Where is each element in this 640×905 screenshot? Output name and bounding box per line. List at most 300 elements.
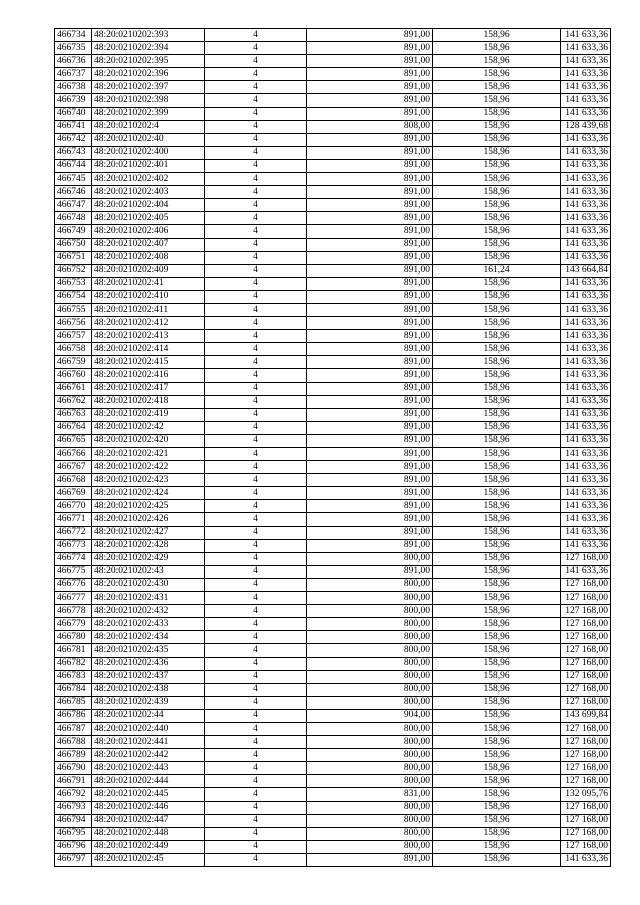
- area-cell: 891,00: [307, 303, 433, 316]
- cadastral-value-cell: 141 633,36: [561, 277, 611, 290]
- group-cell: 4: [205, 500, 307, 513]
- cadastral-value-cell: 141 633,36: [561, 212, 611, 225]
- group-cell: 4: [205, 343, 307, 356]
- cadastral-value-cell: 141 633,36: [561, 565, 611, 578]
- cadastral-value-cell: 141 633,36: [561, 251, 611, 264]
- cadastral-number-cell: 48:20:0210202:414: [92, 343, 205, 356]
- cadastral-number-cell: 48:20:0210202:395: [92, 55, 205, 68]
- cadastral-value-cell: 141 633,36: [561, 173, 611, 186]
- group-cell: 4: [205, 290, 307, 303]
- cadastral-number-cell: 48:20:0210202:43: [92, 565, 205, 578]
- group-cell: 4: [205, 775, 307, 788]
- table-row: [55, 618, 611, 631]
- row-id-cell: 466767: [55, 461, 92, 474]
- group-cell: 4: [205, 120, 307, 133]
- table-row: [55, 775, 611, 788]
- group-cell: 4: [205, 487, 307, 500]
- cadastral-number-cell: 48:20:0210202:413: [92, 330, 205, 343]
- table-row: [55, 526, 611, 539]
- specific-value-cell: 158,96: [433, 238, 561, 251]
- cadastral-value-cell: 127 168,00: [561, 722, 611, 735]
- row-id-cell: 466757: [55, 330, 92, 343]
- cadastral-value-cell: 141 633,36: [561, 369, 611, 382]
- group-cell: 4: [205, 853, 307, 866]
- row-id-cell: 466750: [55, 238, 92, 251]
- specific-value-cell: 158,96: [433, 29, 561, 42]
- specific-value-cell: 158,96: [433, 107, 561, 120]
- cadastral-number-cell: 48:20:0210202:406: [92, 225, 205, 238]
- table-row: [55, 303, 611, 316]
- row-id-cell: 466752: [55, 264, 92, 277]
- specific-value-cell: 158,96: [433, 382, 561, 395]
- row-id-cell: 466758: [55, 343, 92, 356]
- group-cell: 4: [205, 644, 307, 657]
- cadastral-value-cell: 141 633,36: [561, 421, 611, 434]
- specific-value-cell: 158,96: [433, 317, 561, 330]
- cadastral-number-cell: 48:20:0210202:396: [92, 68, 205, 81]
- group-cell: 4: [205, 762, 307, 775]
- specific-value-cell: 158,96: [433, 709, 561, 722]
- group-cell: 4: [205, 814, 307, 827]
- cadastral-number-cell: 48:20:0210202:418: [92, 395, 205, 408]
- specific-value-cell: 158,96: [433, 500, 561, 513]
- cadastral-number-cell: 48:20:0210202:401: [92, 159, 205, 172]
- area-cell: 891,00: [307, 421, 433, 434]
- row-id-cell: 466795: [55, 827, 92, 840]
- specific-value-cell: 158,96: [433, 565, 561, 578]
- cadastral-number-cell: 48:20:0210202:438: [92, 683, 205, 696]
- cadastral-value-cell: 127 168,00: [561, 801, 611, 814]
- group-cell: 4: [205, 107, 307, 120]
- area-cell: 800,00: [307, 578, 433, 591]
- specific-value-cell: 158,96: [433, 133, 561, 146]
- table-row: [55, 801, 611, 814]
- row-id-cell: 466779: [55, 618, 92, 631]
- cadastral-number-cell: 48:20:0210202:397: [92, 81, 205, 94]
- table-row: [55, 159, 611, 172]
- table-row: [55, 788, 611, 801]
- cadastral-value-cell: 143 664,84: [561, 264, 611, 277]
- row-id-cell: 466755: [55, 303, 92, 316]
- row-id-cell: 466741: [55, 120, 92, 133]
- row-id-cell: 466734: [55, 29, 92, 42]
- area-cell: 808,00: [307, 120, 433, 133]
- group-cell: 4: [205, 173, 307, 186]
- row-id-cell: 466774: [55, 552, 92, 565]
- area-cell: 800,00: [307, 670, 433, 683]
- specific-value-cell: 158,96: [433, 81, 561, 94]
- cadastral-number-cell: 48:20:0210202:440: [92, 722, 205, 735]
- row-id-cell: 466786: [55, 709, 92, 722]
- cadastral-value-cell: 141 633,36: [561, 461, 611, 474]
- table-row: [55, 592, 611, 605]
- cadastral-number-cell: 48:20:0210202:437: [92, 670, 205, 683]
- table-row: [55, 696, 611, 709]
- area-cell: 891,00: [307, 42, 433, 55]
- cadastral-value-cell: 127 168,00: [561, 762, 611, 775]
- area-cell: 891,00: [307, 251, 433, 264]
- cadastral-number-cell: 48:20:0210202:444: [92, 775, 205, 788]
- table-body: [55, 29, 611, 867]
- cadastral-number-cell: 48:20:0210202:45: [92, 853, 205, 866]
- area-cell: 891,00: [307, 173, 433, 186]
- row-id-cell: 466765: [55, 434, 92, 447]
- cadastral-value-cell: 141 633,36: [561, 42, 611, 55]
- cadastral-number-cell: 48:20:0210202:393: [92, 29, 205, 42]
- specific-value-cell: 158,96: [433, 303, 561, 316]
- area-cell: 891,00: [307, 382, 433, 395]
- specific-value-cell: 158,96: [433, 251, 561, 264]
- table-row: [55, 448, 611, 461]
- group-cell: 4: [205, 474, 307, 487]
- area-cell: 891,00: [307, 565, 433, 578]
- area-cell: 800,00: [307, 827, 433, 840]
- row-id-cell: 466788: [55, 736, 92, 749]
- group-cell: 4: [205, 421, 307, 434]
- cadastral-value-cell: 127 168,00: [561, 670, 611, 683]
- cadastral-number-cell: 48:20:0210202:42: [92, 421, 205, 434]
- cadastral-value-cell: 141 633,36: [561, 159, 611, 172]
- group-cell: 4: [205, 565, 307, 578]
- area-cell: 800,00: [307, 552, 433, 565]
- cadastral-number-cell: 48:20:0210202:442: [92, 749, 205, 762]
- table-row: [55, 578, 611, 591]
- row-id-cell: 466762: [55, 395, 92, 408]
- cadastral-value-cell: 141 633,36: [561, 434, 611, 447]
- cadastral-number-cell: 48:20:0210202:410: [92, 290, 205, 303]
- row-id-cell: 466773: [55, 539, 92, 552]
- row-id-cell: 466761: [55, 382, 92, 395]
- cadastral-value-cell: 143 699,84: [561, 709, 611, 722]
- group-cell: 4: [205, 827, 307, 840]
- row-id-cell: 466747: [55, 199, 92, 212]
- specific-value-cell: 158,96: [433, 592, 561, 605]
- specific-value-cell: 158,96: [433, 657, 561, 670]
- group-cell: 4: [205, 788, 307, 801]
- specific-value-cell: 158,96: [433, 801, 561, 814]
- table-row: [55, 722, 611, 735]
- row-id-cell: 466742: [55, 133, 92, 146]
- cadastral-number-cell: 48:20:0210202:411: [92, 303, 205, 316]
- cadastral-value-cell: 141 633,36: [561, 29, 611, 42]
- table-row: [55, 277, 611, 290]
- cadastral-number-cell: 48:20:0210202:41: [92, 277, 205, 290]
- area-cell: 891,00: [307, 500, 433, 513]
- row-id-cell: 466756: [55, 317, 92, 330]
- cadastral-value-cell: 127 168,00: [561, 657, 611, 670]
- cadastral-number-cell: 48:20:0210202:445: [92, 788, 205, 801]
- cadastral-number-cell: 48:20:0210202:424: [92, 487, 205, 500]
- cadastral-value-cell: 141 633,36: [561, 81, 611, 94]
- group-cell: 4: [205, 434, 307, 447]
- table-row: [55, 670, 611, 683]
- cadastral-value-cell: 141 633,36: [561, 330, 611, 343]
- cadastral-number-cell: 48:20:0210202:441: [92, 736, 205, 749]
- cadastral-number-cell: 48:20:0210202:402: [92, 173, 205, 186]
- cadastral-number-cell: 48:20:0210202:412: [92, 317, 205, 330]
- cadastral-value-cell: 141 633,36: [561, 474, 611, 487]
- specific-value-cell: 158,96: [433, 696, 561, 709]
- area-cell: 800,00: [307, 814, 433, 827]
- cadastral-number-cell: 48:20:0210202:420: [92, 434, 205, 447]
- area-cell: 891,00: [307, 68, 433, 81]
- group-cell: 4: [205, 330, 307, 343]
- row-id-cell: 466763: [55, 408, 92, 421]
- cadastral-number-cell: 48:20:0210202:430: [92, 578, 205, 591]
- specific-value-cell: 158,96: [433, 683, 561, 696]
- area-cell: 800,00: [307, 749, 433, 762]
- cadastral-value-cell: 132 095,76: [561, 788, 611, 801]
- group-cell: 4: [205, 618, 307, 631]
- area-cell: 891,00: [307, 159, 433, 172]
- area-cell: 891,00: [307, 474, 433, 487]
- group-cell: 4: [205, 552, 307, 565]
- cadastral-value-cell: 141 633,36: [561, 382, 611, 395]
- specific-value-cell: 158,96: [433, 199, 561, 212]
- cadastral-value-cell: 141 633,36: [561, 408, 611, 421]
- cadastral-number-cell: 48:20:0210202:394: [92, 42, 205, 55]
- cadastral-number-cell: 48:20:0210202:407: [92, 238, 205, 251]
- specific-value-cell: 158,96: [433, 762, 561, 775]
- area-cell: 891,00: [307, 395, 433, 408]
- row-id-cell: 466783: [55, 670, 92, 683]
- specific-value-cell: 158,96: [433, 408, 561, 421]
- specific-value-cell: 158,96: [433, 146, 561, 159]
- group-cell: 4: [205, 81, 307, 94]
- group-cell: 4: [205, 722, 307, 735]
- specific-value-cell: 158,96: [433, 526, 561, 539]
- cadastral-number-cell: 48:20:0210202:432: [92, 605, 205, 618]
- specific-value-cell: 158,96: [433, 369, 561, 382]
- table-row: [55, 657, 611, 670]
- cadastral-value-cell: 141 633,36: [561, 500, 611, 513]
- cadastral-value-cell: 127 168,00: [561, 696, 611, 709]
- specific-value-cell: 158,96: [433, 434, 561, 447]
- group-cell: 4: [205, 592, 307, 605]
- cadastral-value-cell: 127 168,00: [561, 592, 611, 605]
- cadastral-number-cell: 48:20:0210202:415: [92, 356, 205, 369]
- area-cell: 891,00: [307, 330, 433, 343]
- cadastral-value-cell: 127 168,00: [561, 749, 611, 762]
- group-cell: 4: [205, 382, 307, 395]
- group-cell: 4: [205, 159, 307, 172]
- cadastral-value-cell: 141 633,36: [561, 526, 611, 539]
- cadastral-number-cell: 48:20:0210202:423: [92, 474, 205, 487]
- specific-value-cell: 158,96: [433, 448, 561, 461]
- area-cell: 800,00: [307, 683, 433, 696]
- cadastral-value-cell: 127 168,00: [561, 578, 611, 591]
- cadastral-number-cell: 48:20:0210202:399: [92, 107, 205, 120]
- table-row: [55, 736, 611, 749]
- table-row: [55, 408, 611, 421]
- cadastral-number-cell: 48:20:0210202:436: [92, 657, 205, 670]
- row-id-cell: 466740: [55, 107, 92, 120]
- specific-value-cell: 158,96: [433, 55, 561, 68]
- row-id-cell: 466770: [55, 500, 92, 513]
- group-cell: 4: [205, 238, 307, 251]
- area-cell: 891,00: [307, 186, 433, 199]
- row-id-cell: 466782: [55, 657, 92, 670]
- cadastral-number-cell: 48:20:0210202:405: [92, 212, 205, 225]
- specific-value-cell: 158,96: [433, 212, 561, 225]
- area-cell: 891,00: [307, 853, 433, 866]
- row-id-cell: 466769: [55, 487, 92, 500]
- cadastral-number-cell: 48:20:0210202:403: [92, 186, 205, 199]
- cadastral-value-cell: 127 168,00: [561, 644, 611, 657]
- row-id-cell: 466796: [55, 840, 92, 853]
- row-id-cell: 466759: [55, 356, 92, 369]
- cadastral-number-cell: 48:20:0210202:448: [92, 827, 205, 840]
- cadastral-number-cell: 48:20:0210202:447: [92, 814, 205, 827]
- cadastral-number-cell: 48:20:0210202:398: [92, 94, 205, 107]
- cadastral-value-cell: 127 168,00: [561, 736, 611, 749]
- group-cell: 4: [205, 212, 307, 225]
- specific-value-cell: 158,96: [433, 225, 561, 238]
- table-row: [55, 251, 611, 264]
- area-cell: 800,00: [307, 657, 433, 670]
- table-row: [55, 382, 611, 395]
- cadastral-value-cell: 127 168,00: [561, 827, 611, 840]
- specific-value-cell: 158,96: [433, 605, 561, 618]
- group-cell: 4: [205, 356, 307, 369]
- row-id-cell: 466781: [55, 644, 92, 657]
- row-id-cell: 466748: [55, 212, 92, 225]
- area-cell: 800,00: [307, 605, 433, 618]
- table-row: [55, 369, 611, 382]
- table-row: [55, 81, 611, 94]
- group-cell: 4: [205, 29, 307, 42]
- row-id-cell: 466744: [55, 159, 92, 172]
- table-row: [55, 42, 611, 55]
- row-id-cell: 466751: [55, 251, 92, 264]
- group-cell: 4: [205, 186, 307, 199]
- cadastral-value-cell: 141 633,36: [561, 487, 611, 500]
- row-id-cell: 466738: [55, 81, 92, 94]
- cadastral-number-cell: 48:20:0210202:419: [92, 408, 205, 421]
- table-row: [55, 146, 611, 159]
- table-row: [55, 173, 611, 186]
- cadastral-number-cell: 48:20:0210202:400: [92, 146, 205, 159]
- specific-value-cell: 158,96: [433, 840, 561, 853]
- cadastral-value-cell: 141 633,36: [561, 146, 611, 159]
- table-row: [55, 225, 611, 238]
- area-cell: 800,00: [307, 592, 433, 605]
- table-row: [55, 421, 611, 434]
- cadastral-number-cell: 48:20:0210202:404: [92, 199, 205, 212]
- group-cell: 4: [205, 277, 307, 290]
- group-cell: 4: [205, 68, 307, 81]
- table-row: [55, 474, 611, 487]
- row-id-cell: 466768: [55, 474, 92, 487]
- cadastral-number-cell: 48:20:0210202:426: [92, 513, 205, 526]
- area-cell: 800,00: [307, 696, 433, 709]
- area-cell: 800,00: [307, 644, 433, 657]
- group-cell: 4: [205, 42, 307, 55]
- cadastral-number-cell: 48:20:0210202:44: [92, 709, 205, 722]
- row-id-cell: 466778: [55, 605, 92, 618]
- area-cell: 891,00: [307, 94, 433, 107]
- row-id-cell: 466736: [55, 55, 92, 68]
- group-cell: 4: [205, 513, 307, 526]
- cadastral-value-cell: 141 633,36: [561, 186, 611, 199]
- table-row: [55, 539, 611, 552]
- table-row: [55, 94, 611, 107]
- group-cell: 4: [205, 526, 307, 539]
- table-row: [55, 395, 611, 408]
- cadastral-number-cell: 48:20:0210202:427: [92, 526, 205, 539]
- table-row: [55, 212, 611, 225]
- area-cell: 800,00: [307, 722, 433, 735]
- row-id-cell: 466754: [55, 290, 92, 303]
- table-row: [55, 840, 611, 853]
- area-cell: 800,00: [307, 840, 433, 853]
- cadastral-value-cell: 127 168,00: [561, 631, 611, 644]
- specific-value-cell: 158,96: [433, 68, 561, 81]
- specific-value-cell: 158,96: [433, 853, 561, 866]
- group-cell: 4: [205, 749, 307, 762]
- group-cell: 4: [205, 539, 307, 552]
- table-row: [55, 186, 611, 199]
- specific-value-cell: 158,96: [433, 186, 561, 199]
- table-row: [55, 343, 611, 356]
- table-row: [55, 762, 611, 775]
- area-cell: 891,00: [307, 487, 433, 500]
- cadastral-value-cell: 141 633,36: [561, 94, 611, 107]
- specific-value-cell: 158,96: [433, 644, 561, 657]
- area-cell: 891,00: [307, 408, 433, 421]
- group-cell: 4: [205, 461, 307, 474]
- table-row: [55, 487, 611, 500]
- specific-value-cell: 158,96: [433, 461, 561, 474]
- specific-value-cell: 158,96: [433, 552, 561, 565]
- group-cell: 4: [205, 199, 307, 212]
- row-id-cell: 466784: [55, 683, 92, 696]
- cadastral-number-cell: 48:20:0210202:434: [92, 631, 205, 644]
- specific-value-cell: 158,96: [433, 421, 561, 434]
- cadastral-number-cell: 48:20:0210202:428: [92, 539, 205, 552]
- specific-value-cell: 158,96: [433, 120, 561, 133]
- specific-value-cell: 158,96: [433, 330, 561, 343]
- cadastral-number-cell: 48:20:0210202:409: [92, 264, 205, 277]
- specific-value-cell: 158,96: [433, 736, 561, 749]
- group-cell: 4: [205, 683, 307, 696]
- table-row: [55, 238, 611, 251]
- row-id-cell: 466753: [55, 277, 92, 290]
- area-cell: 891,00: [307, 448, 433, 461]
- cadastral-value-cell: 127 168,00: [561, 775, 611, 788]
- area-cell: 891,00: [307, 55, 433, 68]
- area-cell: 891,00: [307, 290, 433, 303]
- row-id-cell: 466745: [55, 173, 92, 186]
- row-id-cell: 466743: [55, 146, 92, 159]
- cadastral-number-cell: 48:20:0210202:417: [92, 382, 205, 395]
- specific-value-cell: 158,96: [433, 474, 561, 487]
- table-row: [55, 749, 611, 762]
- table-row: [55, 461, 611, 474]
- group-cell: 4: [205, 448, 307, 461]
- cadastral-value-cell: 141 633,36: [561, 317, 611, 330]
- row-id-cell: 466787: [55, 722, 92, 735]
- table-row: [55, 814, 611, 827]
- area-cell: 891,00: [307, 81, 433, 94]
- specific-value-cell: 158,96: [433, 722, 561, 735]
- specific-value-cell: 158,96: [433, 277, 561, 290]
- area-cell: 891,00: [307, 277, 433, 290]
- row-id-cell: 466791: [55, 775, 92, 788]
- table-row: [55, 552, 611, 565]
- specific-value-cell: 158,96: [433, 578, 561, 591]
- area-cell: 891,00: [307, 343, 433, 356]
